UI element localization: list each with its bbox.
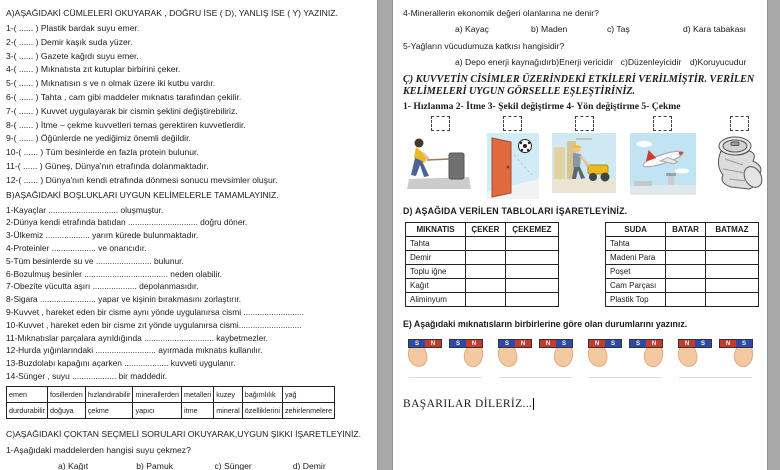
fill-blank-item[interactable]: 4-Proteinler ................... ve onarıcıdır.	[6, 242, 147, 253]
magnet-pole: N	[515, 340, 531, 347]
word-bank-cell: kuzey	[214, 386, 243, 402]
matching-row	[407, 116, 768, 199]
page-edge-gap	[768, 0, 780, 470]
section-a-title: A)AŞAĞIDAKİ CÜMLELERİ OKUYARAK , DOĞRU İSE ( D), YANLIŞ İSE ( Y) YAZINIZ.	[6, 8, 338, 18]
column-header: SUDA	[606, 223, 666, 237]
hand-with-magnet	[627, 336, 664, 374]
mark-cell[interactable]	[666, 279, 706, 293]
table-row	[406, 237, 559, 251]
mark-cell[interactable]	[505, 265, 558, 279]
row-label: Toplu iğne	[406, 265, 466, 279]
fill-blank-item[interactable]: 8-Sigara ........................ yapar ve kişinin bırakmasını zorlaştırır.	[6, 294, 242, 305]
option-b[interactable]: b) Pamuk	[136, 460, 174, 470]
row-label: Demir	[406, 251, 466, 265]
match-item	[709, 116, 768, 199]
magnet-pairs-row	[407, 336, 759, 378]
word-bank-cell: emen	[7, 386, 48, 402]
mark-cell[interactable]	[666, 265, 706, 279]
section-c-title: C)AŞAĞIDAKİ ÇOKTAN SEÇMELİ SORULARI OKUYARAK,UYGUN ŞIKKI İŞARETLEYİNİZ.	[6, 428, 361, 439]
mark-cell[interactable]	[705, 251, 758, 265]
magnet-table	[405, 222, 559, 307]
row-label: Poşet	[606, 265, 666, 279]
hand-with-magnet	[537, 336, 574, 374]
table-row	[606, 251, 759, 265]
column-header: MIKNATIS	[406, 223, 466, 237]
match-item	[552, 116, 616, 199]
magnet-pole: N	[720, 340, 736, 347]
matching-legend: 1- Hızlanma 2- İtme 3- Şekil değiştirme 4- Yön değiştirme 5- Çekme	[403, 101, 681, 112]
word-bank-cell: doğuya	[47, 402, 85, 418]
match-item	[487, 116, 539, 199]
magnet-pole: S	[630, 340, 646, 347]
mark-cell[interactable]	[705, 293, 758, 307]
column-header: ÇEKEMEZ	[505, 223, 558, 237]
option-d[interactable]: d)Koruyucudur	[689, 57, 747, 67]
magnet-pair-2	[497, 336, 574, 378]
mark-cell[interactable]	[666, 237, 706, 251]
mark-cell[interactable]	[705, 279, 758, 293]
hand-with-magnet	[587, 336, 624, 374]
fill-blank-item[interactable]: 1-Kayaçlar .............................. oluşmuştur.	[6, 204, 164, 215]
fill-blank-item[interactable]: 2-Dünya kendi etrafında batıdan .............................. doğru döner.	[6, 217, 248, 228]
true-false-item: 2-( ...... ) Demir kaşık suda yüzer.	[6, 36, 133, 47]
person-pulling-load-image	[407, 133, 473, 191]
mark-cell[interactable]	[505, 279, 558, 293]
question-1: 1-Aşağıdaki maddelerden hangisi suyu çekmez?	[6, 444, 191, 455]
answer-line[interactable]	[409, 377, 482, 378]
mark-cell[interactable]	[505, 293, 558, 307]
option-c[interactable]: c)Düzenleyicidir	[620, 57, 682, 67]
table-row	[606, 237, 759, 251]
table-row	[406, 279, 559, 293]
true-false-item: 12-( ...... ) Dünya'nın kendi etrafında dönmesi sonucu mevsimler oluşur.	[6, 174, 278, 185]
option-c[interactable]: c) Sünger	[214, 460, 252, 470]
answer-line[interactable]	[589, 377, 662, 378]
option-c[interactable]: c) Taş	[607, 24, 630, 34]
worksheet-page-right	[392, 0, 768, 470]
mark-cell[interactable]	[666, 251, 706, 265]
magnet-bar	[498, 339, 532, 348]
true-false-item: 6-( ...... ) Tahta , cam gibi maddeler mıknatıs tarafından çekilir.	[6, 91, 242, 102]
fill-blank-item[interactable]: 5-Tüm besinlerde su ve ........................ bulunur.	[6, 255, 184, 266]
match-item	[407, 116, 473, 199]
table-header-row	[406, 223, 559, 237]
section-b-title: B)AŞAĞIDAKİ BOŞLUKLARI UYGUN KELİMELERLE TAMAMLAYINIZ.	[6, 189, 279, 200]
page-divider	[378, 0, 392, 470]
magnet-bar	[539, 339, 573, 348]
row-label: Tahta	[606, 237, 666, 251]
question-5-options	[403, 57, 759, 67]
magnet-pole: N	[679, 340, 695, 347]
magnet-pole: S	[556, 340, 572, 347]
mark-cell[interactable]	[705, 265, 758, 279]
true-false-item: 8-( ...... ) İtme – çekme kuvvetleri temas gerektiren kuvvetlerdir.	[6, 119, 246, 130]
fill-blank-item[interactable]: 3-Ülkemiz ................... yarım kürede bulunmaktadır.	[6, 230, 199, 241]
word-bank-row	[7, 386, 335, 402]
option-d[interactable]: d) Demir	[292, 460, 326, 470]
hand-with-magnet	[407, 336, 444, 374]
table-row	[606, 293, 759, 307]
row-label: Aliminyum	[406, 293, 466, 307]
worker-pushing-mower-image	[552, 133, 616, 193]
option-a[interactable]: a) Kayaç	[455, 24, 489, 34]
table-row	[406, 265, 559, 279]
word-bank-table	[6, 386, 335, 419]
answer-box[interactable]	[730, 116, 749, 131]
hand-with-magnet	[677, 336, 714, 374]
option-a[interactable]: a) Kağıt	[58, 460, 89, 470]
fill-blank-item[interactable]: 9-Kuvvet , hareket eden bir cisme aynı yönde uygulanırsa cismi ..........................	[6, 306, 304, 317]
word-bank-cell: yağ	[282, 386, 334, 402]
option-a[interactable]: a) Depo enerji kaynağıdır	[455, 57, 552, 67]
option-b[interactable]: b) Maden	[531, 24, 568, 34]
row-label: Tahta	[406, 237, 466, 251]
magnet-pole: S	[450, 340, 466, 347]
answer-box[interactable]	[431, 116, 450, 131]
true-false-item: 10-( ...... ) Tüm besinlerde en fazla protein bulunur.	[6, 147, 199, 158]
magnet-pole: N	[589, 340, 605, 347]
magnet-pole: N	[646, 340, 662, 347]
word-bank-cell: bağımlılık	[242, 386, 282, 402]
fill-blank-item[interactable]: 7-Obezite vücutta aşırı ................... depolanmasıdır.	[6, 281, 199, 292]
mark-cell[interactable]	[705, 237, 758, 251]
answer-box[interactable]	[503, 116, 522, 131]
section-c2-title: Ç) KUVVETİN CİSİMLER ÜZERİNDEKİ ETKİLERİ VERİLMİŞTİR. VERİLEN KELİMELERİ UYGUN GÖRSELLE EŞLEŞTİRİNİZ.	[403, 74, 755, 97]
mark-cell[interactable]	[466, 251, 506, 265]
fill-blank-item[interactable]: 12-Hurda yığınlarındaki .......................... ayırmada mıknatıs kullanılır.	[6, 345, 263, 356]
row-label: Plastik Top	[606, 293, 666, 307]
word-bank-cell: çekme	[85, 402, 133, 418]
option-d[interactable]: d) Kara tabakası	[683, 24, 747, 34]
section-d-title: D) AŞAĞIDA VERİLEN TABLOLARI İŞARETLEYİNİZ.	[403, 206, 628, 216]
true-false-item: 9-( ...... ) Öğünlerde ne yediğimiz önemli değildir.	[6, 133, 191, 144]
true-false-item: 7-( ...... ) Kuvvet uygulayarak bir cismin şeklini değiştirebiliriz.	[6, 105, 238, 116]
text-cursor	[533, 398, 534, 410]
word-bank-cell: metalleri	[182, 386, 214, 402]
question-4: 4-Minerallerin ekonomik değeri olanlarına ne denir?	[403, 8, 599, 18]
worksheet-page-left	[0, 0, 378, 470]
table-row	[406, 251, 559, 265]
magnet-bar	[408, 339, 442, 348]
magnet-bar	[719, 339, 753, 348]
row-label: Cam Parçası	[606, 279, 666, 293]
word-bank-cell: minerallerden	[133, 386, 182, 402]
water-table	[605, 222, 759, 307]
mark-tables	[405, 222, 759, 307]
table-row	[606, 265, 759, 279]
table-row	[606, 279, 759, 293]
answer-box[interactable]	[653, 116, 672, 131]
closing-text-label: BAŞARILAR DİLERİZ...	[403, 398, 533, 410]
magnet-pole: N	[466, 340, 482, 347]
mark-cell[interactable]	[505, 251, 558, 265]
word-bank-cell: hızlandırabilir	[85, 386, 133, 402]
magnet-pole: S	[736, 340, 752, 347]
hand-with-magnet	[717, 336, 754, 374]
column-header: BATAR	[666, 223, 706, 237]
true-false-item: 3-( ...... ) Gazete kağıdı suyu emer.	[6, 50, 139, 61]
table-row	[406, 293, 559, 307]
answer-line[interactable]	[499, 377, 572, 378]
fill-blank-item[interactable]: 6-Bozulmuş besinler .................................... neden olabilir.	[6, 268, 222, 279]
question-1-options	[6, 461, 371, 470]
true-false-item: 1-( ...... ) Plastik bardak suyu emer.	[6, 23, 140, 33]
magnet-pole: S	[695, 340, 711, 347]
row-label: Kağıt	[406, 279, 466, 293]
section-e-title: E) Aşağıdaki mıknatısların birbirlerine göre olan durumlarını yazınız.	[403, 319, 688, 329]
word-bank-cell: yapıcı	[133, 402, 182, 418]
word-bank-cell: özelliklerini	[242, 402, 282, 418]
magnet-pole: S	[499, 340, 515, 347]
true-false-item: 5-( ...... ) Mıknatısın s ve n olmak üzere iki kutbu vardır.	[6, 78, 216, 89]
option-b[interactable]: b)Enerji vericidir	[551, 57, 614, 67]
row-label: Madeni Para	[606, 251, 666, 265]
table-header-row	[606, 223, 759, 237]
hand-with-magnet	[447, 336, 484, 374]
fill-blank-item[interactable]: 11-Mıknatıslar parçalara ayrıldığında .............................. kaybetmezler.	[6, 332, 268, 343]
magnet-bar	[678, 339, 712, 348]
magnet-pole: N	[425, 340, 441, 347]
hand-with-magnet	[497, 336, 534, 374]
mark-cell[interactable]	[466, 279, 506, 293]
fill-blank-item[interactable]: 14-Sünger , suyu ................... bir maddedir.	[6, 370, 168, 381]
magnet-pole: N	[540, 340, 556, 347]
word-bank-cell: fosillerden	[47, 386, 85, 402]
word-bank-row	[7, 402, 335, 418]
column-header: BATMAZ	[705, 223, 758, 237]
answer-line[interactable]	[679, 377, 752, 378]
question-5: 5-Yağların vücudumuza katkısı hangisidir?	[403, 41, 565, 51]
magnet-pair-3	[587, 336, 664, 378]
magnet-pole: S	[409, 340, 425, 347]
mark-cell[interactable]	[505, 237, 558, 251]
magnet-bar	[449, 339, 483, 348]
closing-text	[403, 398, 759, 410]
question-4-options	[403, 24, 759, 34]
magnet-bar	[588, 339, 622, 348]
column-header: ÇEKER	[466, 223, 506, 237]
word-bank-cell: durdurabilir	[7, 402, 48, 418]
mark-cell[interactable]	[666, 293, 706, 307]
true-false-item: 4-( ...... ) Mıknatısta zıt kutuplar birbirini çeker.	[6, 64, 181, 75]
fill-blank-item[interactable]: 10-Kuvvet , hareket eden bir cisme zıt yönde uygulanırsa cismi...........................	[6, 319, 302, 330]
fill-blank-item[interactable]: 13-Buzdolabı kapağını açarken ................... kuvveti uygulanır.	[6, 358, 236, 369]
mark-cell[interactable]	[466, 237, 506, 251]
magnet-bar	[629, 339, 663, 348]
word-bank-cell: zehirlenmelere	[282, 402, 334, 418]
magnet-pole: S	[605, 340, 621, 347]
true-false-item: 11-( ...... ) Güneş, Dünya'nın etrafında dolanmaktadır.	[6, 160, 209, 171]
mark-cell[interactable]	[466, 293, 506, 307]
crushed-can-image	[709, 133, 768, 197]
magnet-pair-1	[407, 336, 484, 378]
magnet-pair-4	[677, 336, 754, 378]
match-item	[630, 116, 696, 199]
answer-box[interactable]	[575, 116, 594, 131]
mark-cell[interactable]	[466, 265, 506, 279]
ball-hitting-door-image	[487, 133, 539, 199]
word-bank-cell: mineral	[214, 402, 243, 418]
word-bank-cell: itme	[182, 402, 214, 418]
airplane-taking-off-image	[630, 133, 696, 195]
